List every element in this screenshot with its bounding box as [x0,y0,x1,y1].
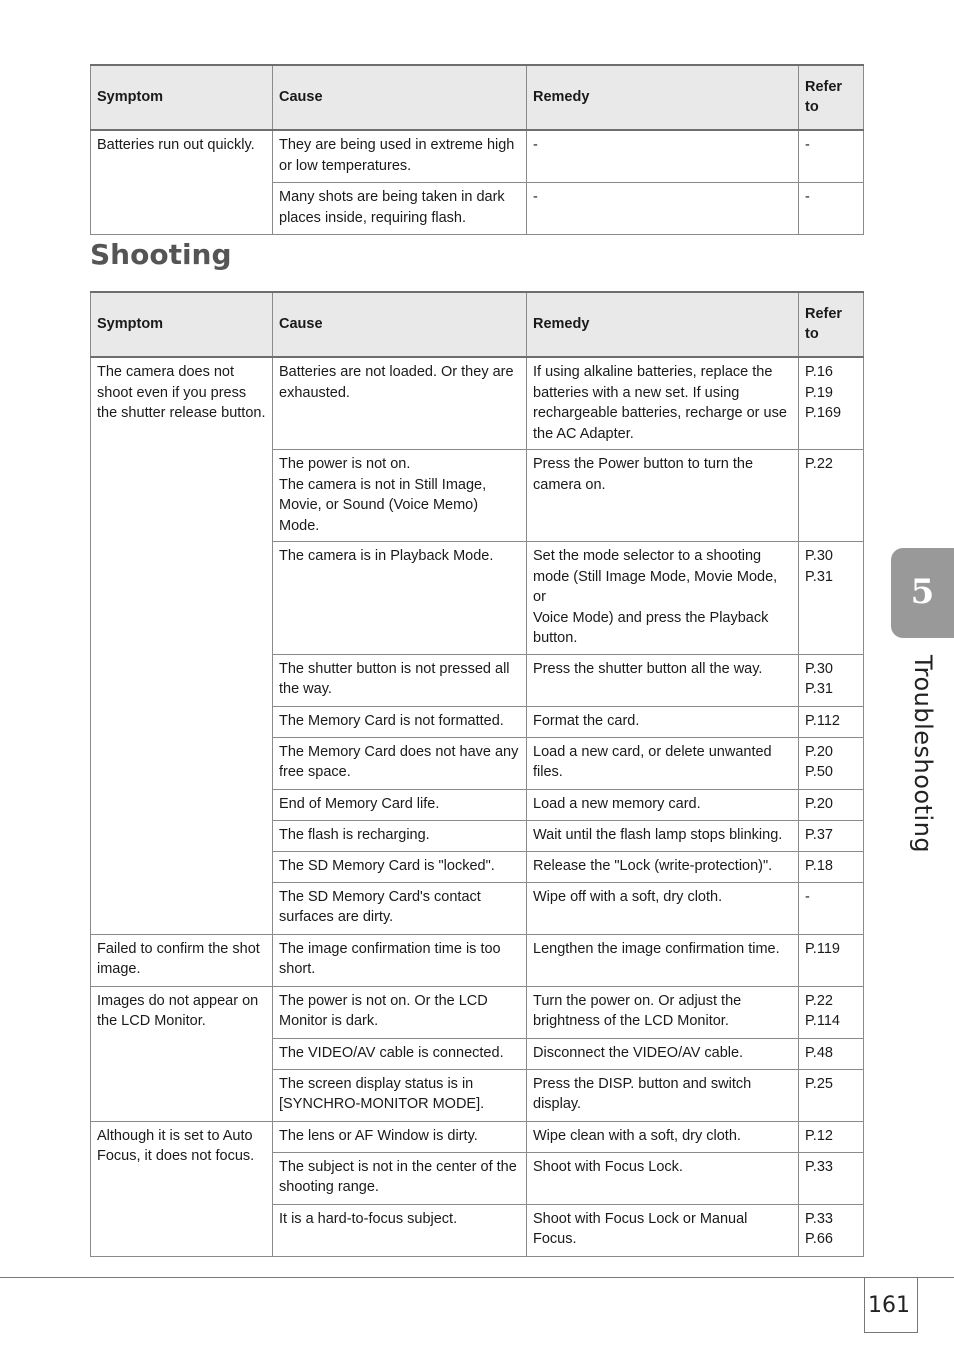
cause-cell: The subject is not in the center of the shooting range. [273,1152,527,1204]
symptom-cell: Images do not appear on the LCD Monitor. [91,986,273,1121]
page-number: 161 [868,1293,910,1318]
cause-cell: The shutter button is not pressed all the way. [273,654,527,706]
remedy-cell: Press the Power button to turn the camera on. [527,450,799,542]
refer-cell: P.25 [799,1069,864,1121]
refer-cell: P.16 P.19 P.169 [799,357,864,450]
refer-cell: P.22 [799,450,864,542]
cause-cell: They are being used in extreme high or low temperatures. [273,130,527,183]
remedy-cell: Turn the power on. Or adjust the brightness of the LCD Monitor. [527,986,799,1038]
remedy-cell: Load a new card, or delete unwanted files. [527,737,799,789]
remedy-cell: Shoot with Focus Lock or Manual Focus. [527,1204,799,1256]
cause-cell: The image confirmation time is too short. [273,934,527,986]
cause-cell: The Memory Card does not have any free space. [273,737,527,789]
footer-divider [0,1277,954,1278]
chapter-label: Troubleshooting [909,655,937,854]
table-row [91,934,864,986]
header-symptom: Symptom [91,65,273,130]
header-cause: Cause [273,65,527,130]
refer-cell: P.30 P.31 [799,542,864,655]
cause-cell: The camera is in Playback Mode. [273,542,527,655]
remedy-cell: Disconnect the VIDEO/AV cable. [527,1038,799,1069]
chapter-tab [891,548,954,638]
refer-cell: P.18 [799,851,864,882]
refer-cell: P.30 P.31 [799,654,864,706]
header-remedy: Remedy [527,292,799,357]
cause-cell: Many shots are being taken in dark places inside, requiring flash. [273,183,527,235]
table-row [91,1121,864,1152]
header-remedy: Remedy [527,65,799,130]
section-title: Shooting [90,238,232,271]
header-symptom: Symptom [91,292,273,357]
remedy-cell: If using alkaline batteries, replace the batteries with a new set. If using rechargeable batteries, recharge or use the AC Adapter. [527,357,799,450]
table-header-row [91,292,864,357]
cause-cell: The screen display status is in [SYNCHRO-MONITOR MODE]. [273,1069,527,1121]
remedy-cell: Press the shutter button all the way. [527,654,799,706]
remedy-cell: Release the "Lock (write-protection)". [527,851,799,882]
table-row [91,130,864,183]
symptom-cell: Although it is set to Auto Focus, it does not focus. [91,1121,273,1256]
shooting-troubleshooting-table [90,291,864,1257]
refer-cell: - [799,130,864,183]
refer-cell: P.112 [799,706,864,737]
header-refer-to: Refer to [799,65,864,130]
refer-cell: P.33 P.66 [799,1204,864,1256]
table-header-row [91,65,864,130]
refer-cell: P.119 [799,934,864,986]
refer-cell: P.22 P.114 [799,986,864,1038]
remedy-cell: - [527,183,799,235]
refer-cell: - [799,882,864,934]
cause-cell: The Memory Card is not formatted. [273,706,527,737]
cause-cell: The lens or AF Window is dirty. [273,1121,527,1152]
cause-cell: It is a hard-to-focus subject. [273,1204,527,1256]
header-refer-to: Refer to [799,292,864,357]
cause-cell: Batteries are not loaded. Or they are exhausted. [273,357,527,450]
remedy-cell: - [527,130,799,183]
header-cause: Cause [273,292,527,357]
refer-cell: P.12 [799,1121,864,1152]
cause-cell: The SD Memory Card is "locked". [273,851,527,882]
refer-cell: P.20 P.50 [799,737,864,789]
symptom-cell: Failed to confirm the shot image. [91,934,273,986]
remedy-cell: Lengthen the image confirmation time. [527,934,799,986]
table-row [91,986,864,1038]
cause-cell: The SD Memory Card's contact surfaces are dirty. [273,882,527,934]
chapter-number: 5 [910,572,935,612]
remedy-cell: Wipe off with a soft, dry cloth. [527,882,799,934]
cause-cell: The power is not on. Or the LCD Monitor is dark. [273,986,527,1038]
remedy-cell: Press the DISP. button and switch display. [527,1069,799,1121]
refer-cell: - [799,183,864,235]
remedy-cell: Wait until the flash lamp stops blinking. [527,820,799,851]
remedy-cell: Wipe clean with a soft, dry cloth. [527,1121,799,1152]
refer-cell: P.33 [799,1152,864,1204]
cause-cell: The flash is recharging. [273,820,527,851]
refer-cell: P.37 [799,820,864,851]
table-row [91,357,864,450]
battery-troubleshooting-table [90,64,864,235]
cause-cell: The VIDEO/AV cable is connected. [273,1038,527,1069]
refer-cell: P.20 [799,789,864,820]
refer-cell: P.48 [799,1038,864,1069]
symptom-cell: The camera does not shoot even if you press the shutter release button. [91,357,273,934]
cause-cell: End of Memory Card life. [273,789,527,820]
remedy-cell: Set the mode selector to a shooting mode (Still Image Mode, Movie Mode, or Voice Mode) and press the Playback button. [527,542,799,655]
remedy-cell: Load a new memory card. [527,789,799,820]
remedy-cell: Shoot with Focus Lock. [527,1152,799,1204]
remedy-cell: Format the card. [527,706,799,737]
symptom-cell: Batteries run out quickly. [91,130,273,235]
cause-cell: The power is not on. The camera is not in Still Image, Movie, or Sound (Voice Memo) Mode. [273,450,527,542]
